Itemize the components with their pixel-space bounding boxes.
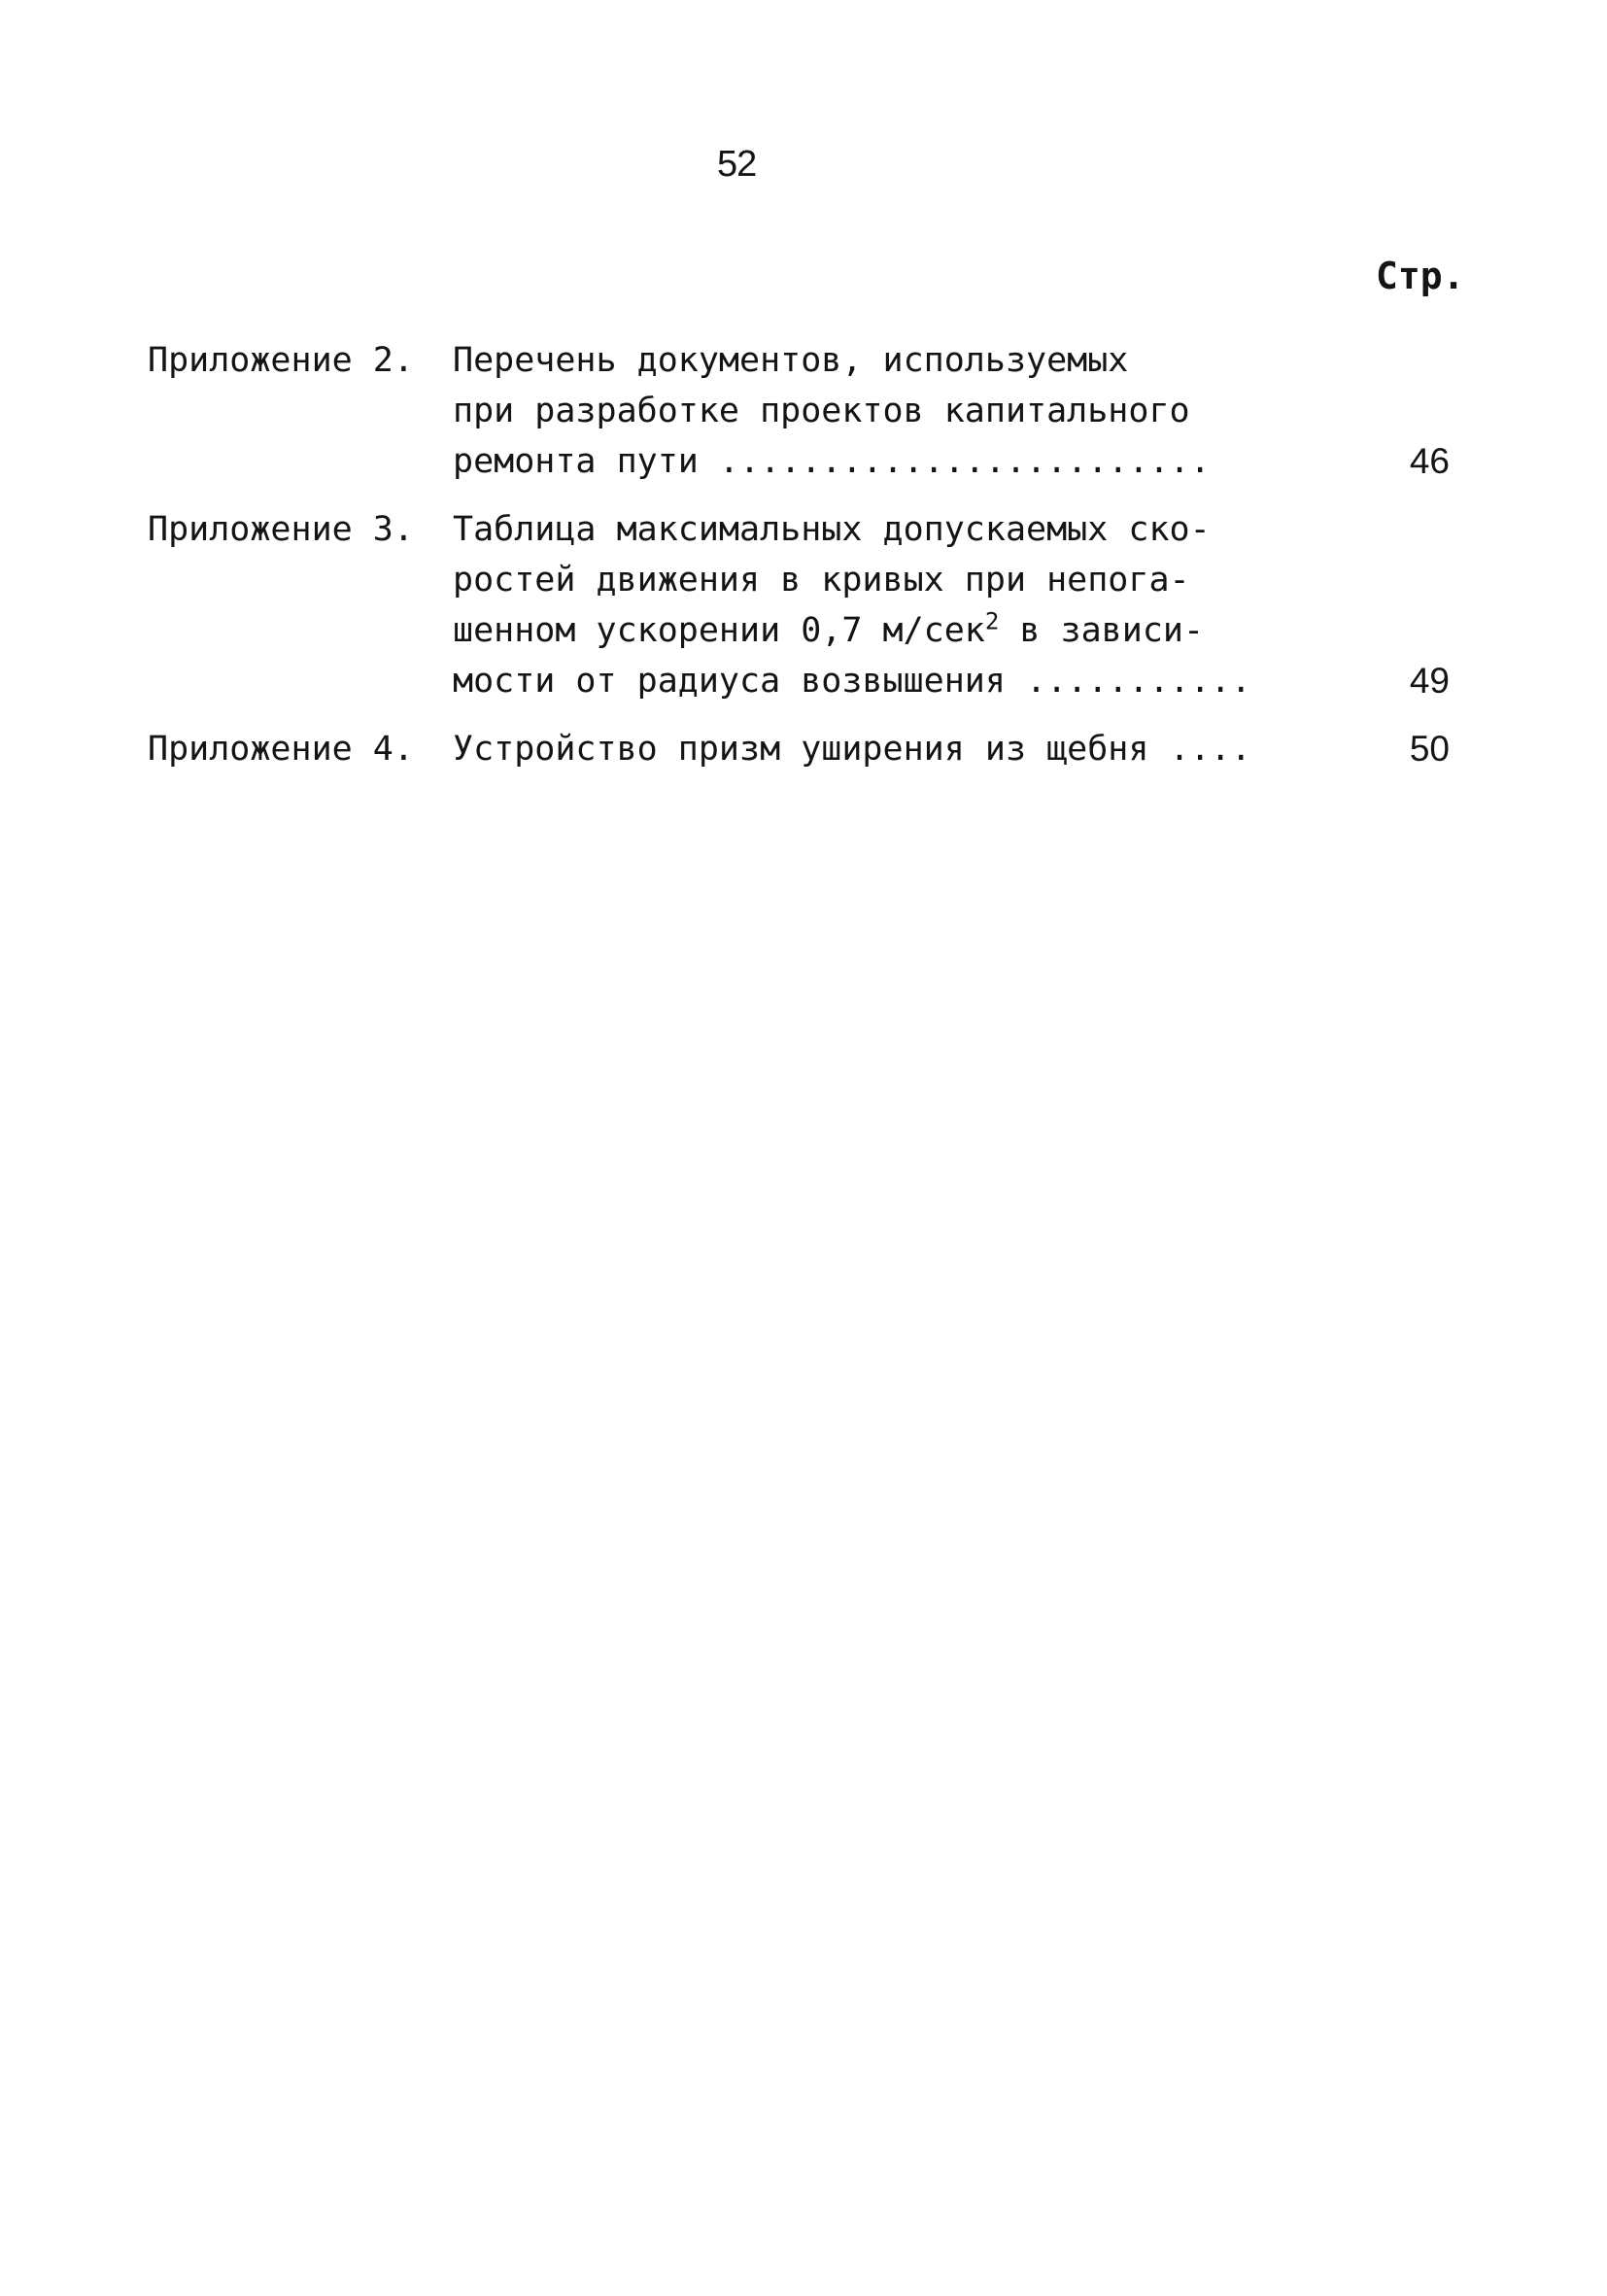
page-column-header: Стр.: [1376, 255, 1465, 297]
toc-entry-title: [453, 724, 1304, 774]
toc-entry-line: ростей движения в кривых при непога-: [453, 561, 1190, 600]
toc-entry-page: 46: [1409, 441, 1450, 481]
toc-entry-title: [453, 504, 1304, 706]
toc-entry-label: Приложение 2.: [148, 341, 414, 380]
toc-entry-appendix-3: [148, 504, 1469, 706]
toc-entry-line: Перечень документов, используемых: [453, 341, 1129, 380]
toc-entry-line: ремонта пути ........................: [453, 442, 1211, 481]
toc-entry-label: Приложение 4.: [148, 730, 414, 769]
toc-entry-line: Таблица максимальных допускаемых ско-: [453, 510, 1211, 549]
toc-entry-line: Устройство призм уширения из щебня ....: [453, 730, 1251, 769]
page-number: 52: [717, 144, 757, 185]
superscript: 2: [984, 607, 1000, 635]
toc-entry-page: 49: [1409, 661, 1450, 701]
toc-entry-title: [453, 335, 1304, 487]
toc-entry-line-tail: в зависи-: [999, 611, 1205, 650]
table-of-contents: [148, 335, 1469, 792]
toc-entry-line: [453, 605, 1304, 656]
toc-entry-line: при разработке проектов капитального: [453, 392, 1190, 430]
toc-entry-appendix-4: [148, 724, 1469, 774]
toc-entry-line: мости от радиуса возвышения ...........: [453, 662, 1251, 701]
toc-entry-appendix-2: [148, 335, 1469, 487]
toc-entry-label: Приложение 3.: [148, 510, 414, 549]
toc-entry-line-text: шенном ускорении 0,7 м/сек: [453, 611, 985, 650]
toc-entry-page: 50: [1409, 729, 1450, 769]
